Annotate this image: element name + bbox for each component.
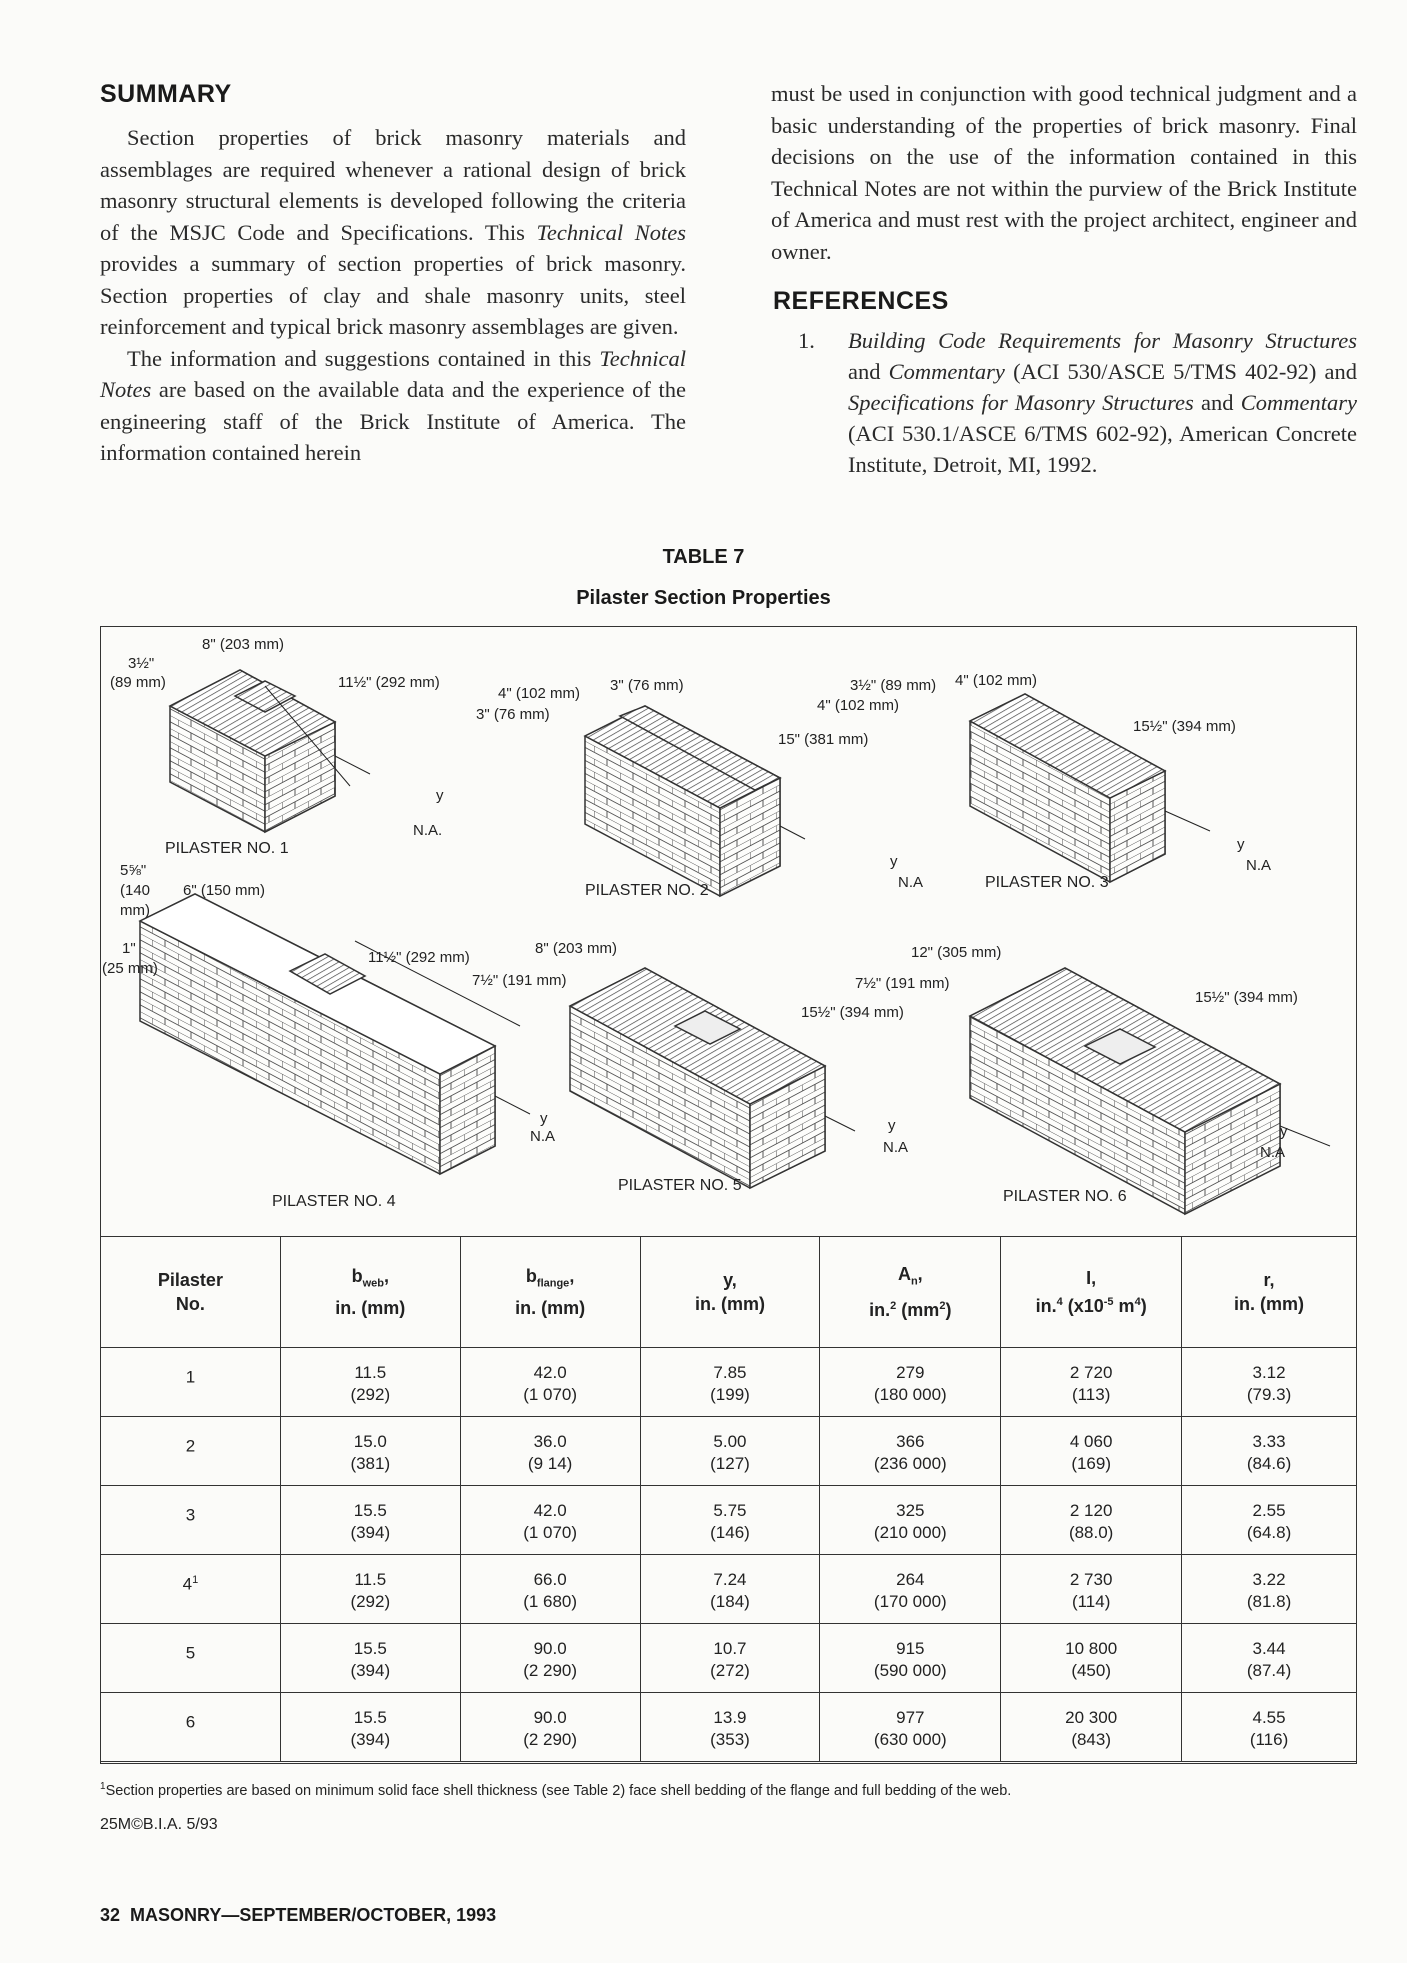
table-row xyxy=(101,1555,1357,1624)
section-properties-table xyxy=(100,1236,1357,1762)
bflange-subscript: flange xyxy=(536,1277,570,1290)
value-imperial: 42.0 xyxy=(533,1363,567,1382)
table-cell xyxy=(1001,1417,1182,1486)
value-metric: (81.8) xyxy=(1246,1592,1292,1611)
footnote-mark: 1 xyxy=(100,1781,106,1792)
table-cell xyxy=(1001,1486,1182,1555)
p2-dim-b: 3" (76 mm) xyxy=(476,706,550,723)
references-heading: REFERENCES xyxy=(773,287,949,315)
table-number: TABLE 7 xyxy=(662,546,745,568)
value-imperial: 977 xyxy=(896,1708,925,1727)
an-symbol: A xyxy=(897,1264,911,1285)
p5-dim-b: 7½" (191 mm) xyxy=(472,972,567,989)
table-cell xyxy=(460,1624,640,1693)
p1-dim-length: 11½" (292 mm) xyxy=(338,674,440,691)
table-row xyxy=(101,1486,1357,1555)
an-unit-sup2: 2 xyxy=(939,1299,946,1312)
pilaster-number: 3 xyxy=(185,1505,196,1525)
col-header-pilaster-line1: Pilaster xyxy=(157,1270,223,1290)
value-metric: (184) xyxy=(710,1592,750,1611)
value-metric: (1 070) xyxy=(523,1385,578,1404)
i-unit-sup3: 4 xyxy=(1134,1296,1141,1308)
p6-axis-na: N.A xyxy=(1260,1144,1286,1161)
p2-dim-d: 15" (381 mm) xyxy=(778,731,869,748)
reference-title-1: Building Code Requirements for Masonry Structures xyxy=(848,328,1357,353)
imprint: 25M©B.I.A. 5/93 xyxy=(100,1816,218,1833)
table-cell xyxy=(280,1693,460,1762)
value-metric: (1 070) xyxy=(523,1523,578,1542)
value-metric: (116) xyxy=(1249,1730,1289,1749)
bweb-subscript: web xyxy=(362,1277,384,1290)
value-imperial: 15.5 xyxy=(353,1639,387,1658)
table-cell xyxy=(820,1348,1001,1417)
p6-axis-y: y xyxy=(1280,1123,1288,1140)
publication-name: MASONRY—SEPTEMBER/OCTOBER, 1993 xyxy=(130,1905,497,1925)
p2-dim-c: 3" (76 mm) xyxy=(610,677,684,694)
value-metric: (169) xyxy=(1071,1454,1111,1473)
value-imperial: 20 300 xyxy=(1065,1708,1118,1727)
p4-dim-d: 11½" (292 mm) xyxy=(368,949,470,966)
value-metric: (394) xyxy=(350,1523,391,1542)
table-body xyxy=(101,1348,1357,1762)
table-cell xyxy=(820,1417,1001,1486)
pilaster-5-drawing xyxy=(570,968,855,1188)
value-metric: (210 000) xyxy=(873,1523,947,1542)
col-header-an xyxy=(820,1237,1001,1348)
i-unit-a: in. xyxy=(1035,1296,1057,1316)
an-unit-c: ) xyxy=(945,1299,952,1320)
value-metric: (292) xyxy=(350,1385,391,1404)
summary-heading: SUMMARY xyxy=(100,80,232,108)
table-title: Pilaster Section Properties xyxy=(576,587,831,609)
table-cell xyxy=(280,1348,460,1417)
value-imperial: 15.5 xyxy=(353,1708,387,1727)
p6-dim-b: 7½" (191 mm) xyxy=(855,975,950,992)
reference-number: 1. xyxy=(798,328,815,353)
table-cell xyxy=(820,1555,1001,1624)
an-unit-sup1: 2 xyxy=(890,1299,897,1312)
value-imperial: 2.55 xyxy=(1252,1501,1286,1520)
value-metric: (394) xyxy=(350,1730,391,1749)
table-cell xyxy=(280,1417,460,1486)
reference-text-6: and xyxy=(1193,390,1241,415)
value-metric: (170 000) xyxy=(873,1592,947,1611)
value-metric: (381) xyxy=(350,1454,391,1473)
pilaster-number: 1 xyxy=(185,1367,196,1387)
value-metric: (2 290) xyxy=(523,1661,578,1680)
value-imperial: 15.5 xyxy=(353,1501,387,1520)
value-metric: (272) xyxy=(710,1661,750,1680)
value-imperial: 2 720 xyxy=(1069,1363,1113,1382)
p4-dim-a2: (140 xyxy=(120,882,151,899)
value-imperial: 36.0 xyxy=(533,1432,567,1451)
value-metric: (450) xyxy=(1071,1661,1111,1680)
an-comma: , xyxy=(917,1264,923,1285)
summary-p1-text-a: Section properties of brick masonry materials and assemblages are required whenever a rational design of brick masonry structural elements is developed following the criteria of the MSJC Code and Specifications. This xyxy=(100,125,686,245)
col-header-i xyxy=(1001,1237,1182,1348)
table-cell xyxy=(640,1693,820,1762)
summary-p1-text-b: provides a summary of section properties of brick masonry. Section properties of clay and shale masonry units, steel reinforcement and typical brick masonry assemblages are given. xyxy=(100,251,686,339)
value-imperial: 5.00 xyxy=(713,1432,747,1451)
pilaster-number-footnote: 1 xyxy=(192,1574,199,1586)
table-cell xyxy=(280,1555,460,1624)
value-metric: (199) xyxy=(710,1385,750,1404)
table-cell xyxy=(640,1348,820,1417)
value-imperial: 42.0 xyxy=(533,1501,567,1520)
table-cell xyxy=(101,1348,281,1417)
col-header-pilaster-line2: No. xyxy=(175,1294,205,1314)
col-header-pilaster xyxy=(101,1237,281,1348)
value-metric: (843) xyxy=(1071,1730,1111,1749)
value-imperial: 10 800 xyxy=(1065,1639,1118,1658)
value-imperial: 4 060 xyxy=(1069,1432,1113,1451)
value-imperial: 3.12 xyxy=(1252,1363,1286,1382)
value-imperial: 2 730 xyxy=(1069,1570,1113,1589)
value-metric: (353) xyxy=(710,1730,750,1749)
p4-dim-a1: 5⅝" xyxy=(120,862,147,879)
table-cell xyxy=(460,1417,640,1486)
table-cell xyxy=(1182,1417,1357,1486)
table-cell xyxy=(1182,1486,1357,1555)
y-symbol: y, xyxy=(723,1270,737,1290)
p1-axis-na: N.A. xyxy=(413,822,443,839)
an-unit-b: (mm xyxy=(896,1299,940,1320)
an-unit-a: in. xyxy=(869,1299,891,1320)
pilaster-5-label: PILASTER NO. 5 xyxy=(618,1177,742,1194)
table-cell xyxy=(1001,1348,1182,1417)
bweb-unit: in. (mm) xyxy=(335,1297,406,1318)
table-cell xyxy=(1001,1693,1182,1762)
pilaster-2-label: PILASTER NO. 2 xyxy=(585,882,709,899)
value-metric: (87.4) xyxy=(1246,1661,1292,1680)
p3-dim-d: 15½" (394 mm) xyxy=(1133,718,1236,735)
value-metric: (127) xyxy=(710,1454,750,1473)
p5-dim-a: 8" (203 mm) xyxy=(535,940,618,957)
p4-dim-c2: (25 mm) xyxy=(102,960,158,977)
page-number: 32 xyxy=(100,1905,121,1925)
p4-axis-y: y xyxy=(540,1110,548,1127)
table-cell xyxy=(820,1693,1001,1762)
p3-dim-a: 3½" (89 mm) xyxy=(850,677,937,694)
bweb-symbol: b xyxy=(351,1266,363,1287)
col-header-bweb xyxy=(280,1237,460,1348)
value-metric: (113) xyxy=(1071,1385,1111,1404)
value-metric: (88.0) xyxy=(1068,1523,1114,1542)
table-cell xyxy=(101,1693,281,1762)
i-unit-sup1: 4 xyxy=(1056,1296,1063,1308)
value-imperial: 11.5 xyxy=(354,1570,387,1589)
col-header-bflange xyxy=(460,1237,640,1348)
value-imperial: 2 120 xyxy=(1069,1501,1113,1520)
table-cell xyxy=(460,1693,640,1762)
pilaster-1-drawing xyxy=(170,670,370,832)
table-cell xyxy=(640,1555,820,1624)
reference-item xyxy=(798,325,1357,480)
p3-dim-c: 4" (102 mm) xyxy=(955,672,1038,689)
bflange-symbol: b xyxy=(525,1266,537,1287)
table-cell xyxy=(101,1417,281,1486)
summary-p1-emphasis: Technical Notes xyxy=(536,219,686,245)
value-imperial: 366 xyxy=(896,1432,925,1451)
summary-p2-text-a: The information and suggestions contained in this xyxy=(127,345,600,371)
table-footnote xyxy=(100,1781,1011,1799)
value-metric: (146) xyxy=(710,1523,750,1542)
p4-axis-na: N.A xyxy=(530,1128,556,1145)
table-cell xyxy=(1182,1348,1357,1417)
p6-dim-a: 12" (305 mm) xyxy=(911,944,1002,961)
reference-title-3: Commentary xyxy=(888,359,1005,384)
value-imperial: 3.44 xyxy=(1252,1639,1286,1658)
pilaster-1-label: PILASTER NO. 1 xyxy=(165,840,289,857)
table-cell xyxy=(460,1486,640,1555)
value-imperial: 11.5 xyxy=(354,1363,387,1382)
table-cell xyxy=(101,1486,281,1555)
i-unit-d: ) xyxy=(1140,1296,1147,1316)
p1-dim-flange-2: (89 mm) xyxy=(110,674,166,691)
table-row xyxy=(101,1624,1357,1693)
pilaster-number: 5 xyxy=(185,1643,196,1663)
bweb-comma: , xyxy=(383,1266,389,1287)
reference-text-2: and xyxy=(848,359,889,384)
table-cell xyxy=(1182,1624,1357,1693)
table-header-row xyxy=(101,1237,1357,1348)
value-imperial: 264 xyxy=(896,1570,925,1589)
value-imperial: 3.33 xyxy=(1252,1432,1286,1451)
r-unit: in. (mm) xyxy=(1234,1294,1305,1314)
y-unit: in. (mm) xyxy=(694,1294,765,1314)
value-imperial: 90.0 xyxy=(533,1708,567,1727)
value-metric: (64.8) xyxy=(1246,1523,1292,1542)
table-cell xyxy=(280,1486,460,1555)
table-cell xyxy=(820,1486,1001,1555)
value-imperial: 10.7 xyxy=(713,1639,747,1658)
table-cell xyxy=(640,1624,820,1693)
table-cell xyxy=(1001,1555,1182,1624)
reference-title-7: Commentary xyxy=(1240,390,1357,415)
page-footer xyxy=(100,1905,496,1926)
summary-p2-text-b: are based on the available data and the experience of the engineering staff of the Brick Institute of America. The information contained herein xyxy=(100,377,686,465)
value-imperial: 4.55 xyxy=(1252,1708,1286,1727)
table-row xyxy=(101,1693,1357,1762)
table-cell xyxy=(1182,1555,1357,1624)
r-symbol: r, xyxy=(1263,1270,1275,1290)
bflange-unit: in. (mm) xyxy=(515,1297,586,1318)
summary-p2-emphasis: Technical Notes xyxy=(100,345,686,402)
value-imperial: 3.22 xyxy=(1252,1570,1286,1589)
table-row xyxy=(101,1417,1357,1486)
value-metric: (79.3) xyxy=(1246,1385,1292,1404)
p4-dim-b: 6" (150 mm) xyxy=(183,882,266,899)
table-cell xyxy=(101,1555,281,1624)
table-cell xyxy=(280,1624,460,1693)
value-imperial: 915 xyxy=(896,1639,925,1658)
pilaster-number: 2 xyxy=(185,1436,196,1456)
value-metric: (9 14) xyxy=(527,1454,573,1473)
pilaster-number: 4 xyxy=(182,1574,193,1594)
value-imperial: 5.75 xyxy=(713,1501,747,1520)
summary-body xyxy=(100,122,686,469)
p2-dim-a: 4" (102 mm) xyxy=(498,685,581,702)
i-unit-sup2: -5 xyxy=(1103,1296,1114,1308)
footnote-text: Section properties are based on minimum solid face shell thickness (see Table 2) face shell bedding of the flange and full bedding of the web. xyxy=(105,1782,1012,1799)
reference-text-4: (ACI 530/ASCE 5/TMS 402-92) and xyxy=(1004,359,1357,384)
value-metric: (236 000) xyxy=(873,1454,947,1473)
value-imperial: 7.85 xyxy=(713,1363,747,1382)
value-imperial: 90.0 xyxy=(533,1639,567,1658)
p3-dim-b: 4" (102 mm) xyxy=(817,697,900,714)
value-metric: (292) xyxy=(350,1592,391,1611)
p1-axis-y: y xyxy=(436,787,444,804)
value-metric: (1 680) xyxy=(523,1592,578,1611)
table-cell xyxy=(1001,1624,1182,1693)
p2-axis-y: y xyxy=(890,853,898,870)
value-metric: (180 000) xyxy=(873,1385,947,1404)
pilaster-6-label: PILASTER NO. 6 xyxy=(1003,1188,1127,1205)
p3-axis-y: y xyxy=(1237,836,1245,853)
an-subscript: n xyxy=(910,1275,918,1288)
i-symbol: I, xyxy=(1086,1268,1097,1288)
value-metric: (2 290) xyxy=(523,1730,578,1749)
value-metric: (394) xyxy=(350,1661,391,1680)
summary-paragraph-3: must be used in conjunction with good technical judgment and a basic understanding of the properties of brick masonry. Final decisions on the use of the information contained in this Technical Notes are not within the purview of the Brick Institute of America and must rest with the project architect, engineer and owner. xyxy=(771,81,1357,264)
pilaster-4-drawing xyxy=(140,894,530,1174)
value-imperial: 325 xyxy=(896,1501,925,1520)
p1-dim-flange-1: 3½" xyxy=(128,655,155,672)
reference-text xyxy=(848,325,1357,480)
p4-dim-a3: mm) xyxy=(120,902,150,919)
p2-axis-na: N.A xyxy=(898,874,924,891)
pilaster-3-label: PILASTER NO. 3 xyxy=(985,874,1109,891)
value-imperial: 15.0 xyxy=(353,1432,387,1451)
pilaster-number: 6 xyxy=(185,1712,196,1732)
bflange-comma: , xyxy=(569,1266,575,1287)
col-header-r xyxy=(1182,1237,1357,1348)
value-imperial: 13.9 xyxy=(713,1708,747,1727)
col-header-y xyxy=(640,1237,820,1348)
p5-axis-na: N.A xyxy=(883,1139,909,1156)
reference-title-5: Specifications for Masonry Structures xyxy=(848,390,1194,415)
p5-dim-c: 15½" (394 mm) xyxy=(801,1004,904,1021)
table-cell xyxy=(820,1624,1001,1693)
table-cell xyxy=(101,1624,281,1693)
value-metric: (114) xyxy=(1071,1592,1111,1611)
table-cell xyxy=(640,1417,820,1486)
value-metric: (590 000) xyxy=(873,1661,947,1680)
value-metric: (630 000) xyxy=(873,1730,947,1749)
value-metric: (84.6) xyxy=(1246,1454,1292,1473)
summary-continuation xyxy=(771,78,1357,267)
value-imperial: 66.0 xyxy=(533,1570,567,1589)
i-unit-b: (x10 xyxy=(1062,1296,1104,1316)
table-cell xyxy=(1182,1693,1357,1762)
reference-text-8: (ACI 530.1/ASCE 6/TMS 602-92), American Concrete Institute, Detroit, MI, 1992. xyxy=(848,421,1357,477)
summary-paragraph-1 xyxy=(100,122,686,343)
summary-paragraph-2 xyxy=(100,343,686,469)
pilaster-2-drawing xyxy=(585,706,805,896)
p5-axis-y: y xyxy=(888,1117,896,1134)
p1-dim-width: 8" (203 mm) xyxy=(202,636,285,653)
table-cell xyxy=(460,1555,640,1624)
p3-axis-na: N.A xyxy=(1246,857,1272,874)
value-imperial: 7.24 xyxy=(713,1570,747,1589)
pilaster-4-label: PILASTER NO. 4 xyxy=(272,1193,396,1210)
p4-dim-c1: 1" xyxy=(122,940,136,957)
value-imperial: 279 xyxy=(896,1363,925,1382)
table-cell xyxy=(640,1486,820,1555)
table-cell xyxy=(460,1348,640,1417)
i-unit-c: m xyxy=(1113,1296,1135,1316)
p6-dim-c: 15½" (394 mm) xyxy=(1195,989,1298,1006)
table-row xyxy=(101,1348,1357,1417)
